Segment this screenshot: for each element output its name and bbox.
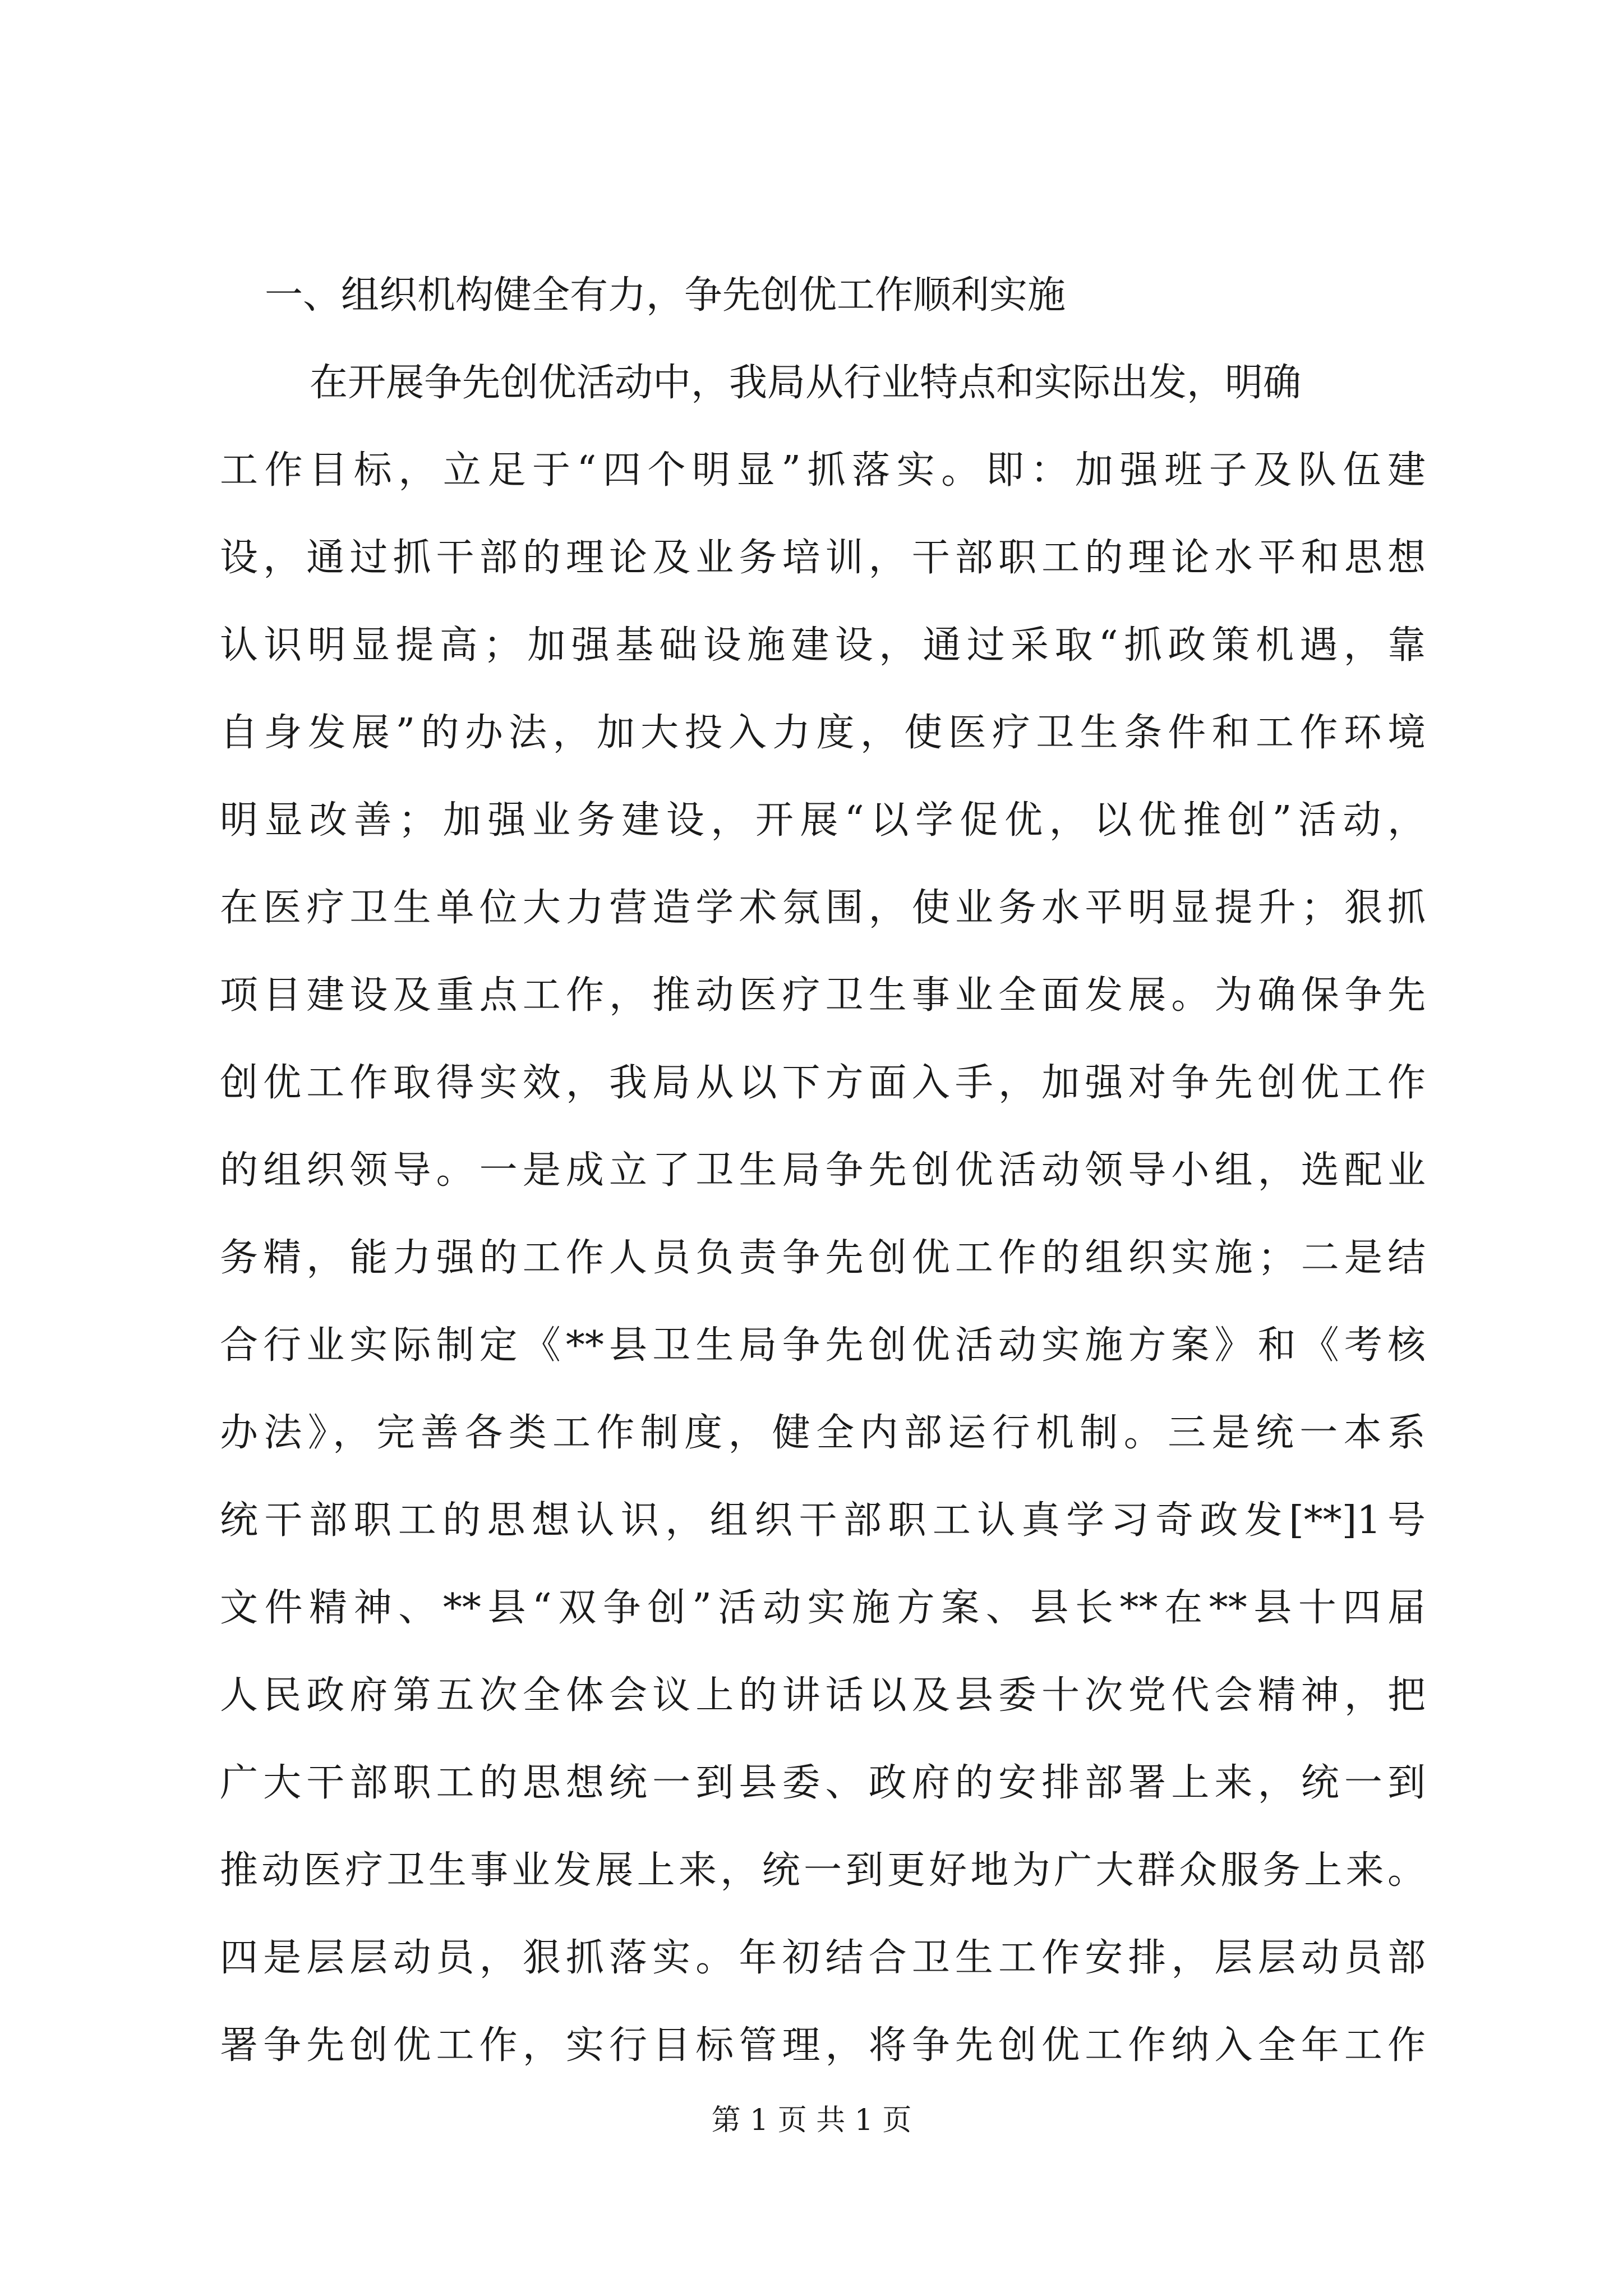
paragraph-line: 创优工作取得实效，我局从以下方面入手，加强对争先创优工作 [220, 1061, 1426, 1105]
page-number-footer: 第 1 页 共 1 页 [711, 2104, 912, 2137]
section-heading: 一、组织机构健全有力，争先创优工作顺利实施 [265, 273, 1066, 318]
paragraph-line: 合行业实际制定《**县卫生局争先创优活动实施方案》和《考核 [220, 1323, 1426, 1368]
paragraph-line: 的组织领导。一是成立了卫生局争先创优活动领导小组，选配业 [220, 1148, 1426, 1193]
paragraph-line: 在医疗卫生单位大力营造学术氛围，使业务水平明显提升；狠抓 [220, 886, 1426, 930]
paragraph-line: 文件精神、**县“双争创”活动实施方案、县长**在**县十四届 [220, 1586, 1426, 1630]
paragraph-line: 统干部职工的思想认识，组织干部职工认真学习奇政发[**]1号 [220, 1498, 1426, 1543]
paragraph-line: 署争先创优工作，实行目标管理，将争先创优工作纳入全年工作 [220, 2023, 1426, 2068]
paragraph-line: 项目建设及重点工作，推动医疗卫生事业全面发展。为确保争先 [220, 973, 1426, 1018]
paragraph-line: 明显改善；加强业务建设，开展“以学促优，以优推创”活动， [220, 798, 1426, 843]
paragraph-line: 务精，能力强的工作人员负责争先创优工作的组织实施；二是结 [220, 1236, 1426, 1280]
paragraph-line: 设，通过抓干部的理论及业务培训，干部职工的理论水平和思想 [220, 536, 1426, 580]
paragraph-line: 工作目标，立足于“四个明显”抓落实。即：加强班子及队伍建 [220, 448, 1426, 493]
paragraph-line: 自身发展”的办法，加大投入力度，使医疗卫生条件和工作环境 [220, 711, 1426, 755]
paragraph-line: 认识明显提高；加强基础设施建设，通过采取“抓政策机遇，靠 [220, 623, 1426, 668]
paragraph-line: 广大干部职工的思想统一到县委、政府的安排部署上来，统一到 [220, 1761, 1426, 1805]
paragraph-line: 在开展争先创优活动中，我局从行业特点和实际出发，明确 [310, 361, 1302, 405]
paragraph-line: 人民政府第五次全体会议上的讲话以及县委十次党代会精神，把 [220, 1673, 1426, 1718]
paragraph-line: 四是层层动员，狠抓落实。年初结合卫生工作安排，层层动员部 [220, 1936, 1426, 1980]
paragraph-line: 推动医疗卫生事业发展上来，统一到更好地为广大群众服务上来。 [220, 1848, 1426, 1893]
paragraph-line: 办法》，完善各类工作制度，健全内部运行机制。三是统一本系 [220, 1411, 1426, 1455]
